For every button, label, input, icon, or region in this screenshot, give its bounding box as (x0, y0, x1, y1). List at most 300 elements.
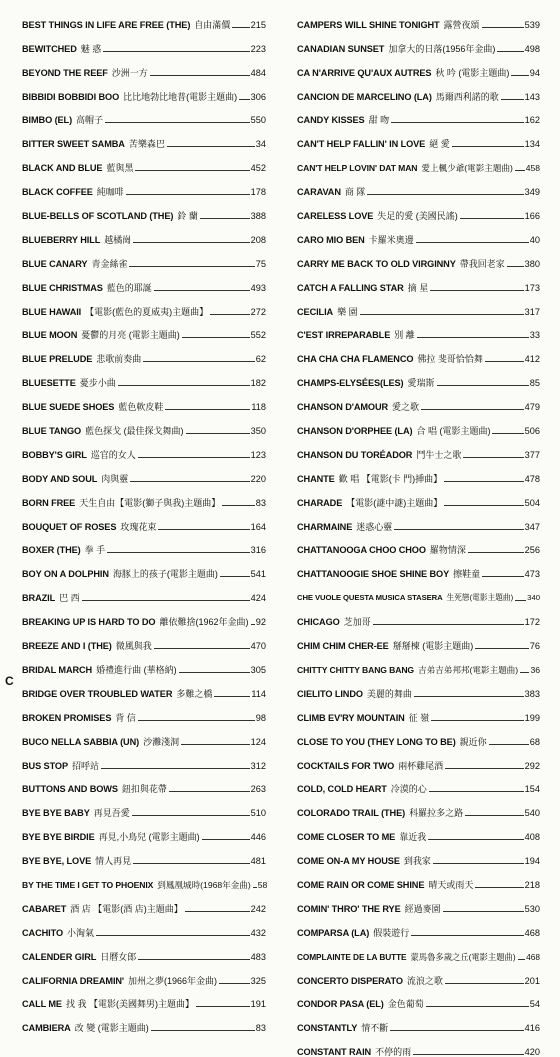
index-entry (22, 460, 266, 484)
chinese-title: 情不斷 (361, 1023, 389, 1034)
index-entry (297, 508, 540, 532)
dot-leader (232, 27, 249, 28)
chinese-title: 到鳳凰城時(1968年金曲) (157, 879, 251, 890)
index-entry (22, 627, 266, 651)
page-number: 201 (524, 975, 540, 986)
page-number: 164 (250, 521, 266, 532)
chinese-title: 鈴 蘭 (177, 211, 198, 222)
page-number: 420 (524, 1047, 540, 1057)
index-entry (297, 747, 540, 771)
page-number: 452 (250, 163, 266, 174)
chinese-title: 天生自由【電影(獅子與我)主題曲】 (79, 497, 221, 508)
index-entry (297, 866, 540, 890)
chinese-title: 沙洲一方 (111, 67, 148, 78)
dot-leader (219, 983, 250, 984)
index-column-left (22, 6, 266, 1033)
chinese-title: 擦鞋童 (453, 569, 481, 580)
song-title: CHANSON D'AMOUR (297, 402, 389, 413)
chinese-title: 憂鬱的月亮 (電影主題曲) (81, 330, 180, 341)
page-number: 208 (250, 234, 266, 245)
dot-leader (413, 1054, 524, 1055)
page-number: 92 (255, 617, 266, 628)
dot-leader (428, 839, 523, 840)
chinese-title: 征 嶺 (408, 712, 430, 723)
dot-leader (518, 959, 526, 960)
page-number: 481 (250, 856, 266, 867)
chinese-title: 離依難捨(1962年金曲) (159, 617, 249, 628)
chinese-title: 靠近我 (399, 832, 427, 843)
song-title: CARRY ME BACK TO OLD VIRGINNY (297, 258, 456, 269)
index-entry (22, 78, 266, 102)
page-number: 36 (530, 664, 540, 675)
page-number: 68 (529, 736, 540, 747)
index-entry (22, 842, 266, 866)
song-title: BLUE HAWAII (22, 306, 82, 317)
dot-leader (182, 337, 250, 338)
dot-leader (417, 337, 529, 338)
song-title: BRIDGE OVER TROUBLED WATER (22, 688, 173, 699)
index-entry (22, 771, 266, 795)
page-number: 223 (250, 43, 266, 54)
chinese-title: 【電影(藍色的夏威夷)主題曲】 (85, 306, 209, 317)
index-entry (297, 675, 540, 699)
chinese-title: 加拿大的日落(1956年金曲) (388, 43, 496, 54)
dot-leader (158, 529, 249, 530)
song-title: BYE BYE BABY (22, 808, 90, 819)
dot-leader (251, 624, 255, 625)
page-number: 123 (250, 449, 266, 460)
chinese-title: 玫瑰花束 (120, 521, 157, 532)
page-number: 256 (524, 545, 540, 556)
dot-leader (154, 290, 250, 291)
chinese-title: 生死戀(電影主題曲) (446, 593, 514, 603)
chinese-title: 沙灘淺洞 (143, 736, 180, 747)
song-title: COME ON-A MY HOUSE (297, 856, 400, 867)
song-title: CALIFORNIA DREAMIN' (22, 975, 125, 986)
chinese-title: 再見吾愛 (93, 808, 130, 819)
chinese-title: 合 唱 (電影主題曲) (416, 426, 491, 437)
song-title: CARAVAN (297, 187, 341, 198)
song-title: COLD, COLD HEART (297, 784, 387, 795)
song-title: CHAMPS-ELYSÉES(LES) (297, 378, 404, 389)
song-title: BUCO NELLA SABBIA (UN) (22, 736, 140, 747)
dot-leader (210, 314, 250, 315)
index-entry (297, 1009, 540, 1033)
chinese-title: 親近你 (459, 736, 487, 747)
song-title: CARO MIO BEN (297, 234, 365, 245)
dot-leader (445, 768, 524, 769)
song-title: BLUE TANGO (22, 426, 82, 437)
index-entry (22, 651, 266, 675)
page-number: 458 (525, 163, 540, 174)
chinese-title: 金色葡萄 (387, 999, 424, 1010)
chinese-title: 【電影(謎中謎)主題曲】 (346, 497, 443, 508)
index-entry (297, 986, 540, 1010)
song-title: COMPARSA (LA) (297, 927, 370, 938)
dot-leader (143, 361, 254, 362)
chinese-title: 不停的雨 (375, 1047, 412, 1057)
dot-leader (394, 529, 523, 530)
chinese-title: 改 變 (電影主題曲) (74, 1023, 149, 1034)
song-title: BLUE-BELLS OF SCOTLAND (THE) (22, 211, 174, 222)
dot-leader (101, 768, 250, 769)
chinese-title: 卡羅米奧邊 (368, 234, 414, 245)
song-title: CLOSE TO YOU (THEY LONG TO BE) (297, 736, 456, 747)
dot-leader (133, 863, 249, 864)
page-number: 506 (524, 426, 540, 437)
index-entry (22, 938, 266, 962)
dot-leader (421, 409, 524, 410)
page-number: 540 (524, 808, 540, 819)
index-entry (297, 197, 540, 221)
song-title: CONSTANTLY (297, 1023, 358, 1034)
song-title: CHARADE (297, 497, 343, 508)
index-entry (22, 269, 266, 293)
chinese-title: 藍與黑 (106, 163, 134, 174)
chinese-title: 蒙馬魯多歲之丘(電影主題曲) (410, 951, 516, 962)
index-entry (22, 962, 266, 986)
dot-leader (130, 481, 249, 482)
chinese-title: 愛瑞斯 (407, 378, 435, 389)
song-title: BLACK AND BLUE (22, 163, 103, 174)
chinese-title: 絕 愛 (429, 139, 450, 150)
song-title: CONSTANT RAIN (297, 1047, 372, 1057)
page-number: 306 (250, 91, 266, 102)
song-title: BYE BYE BIRDIE (22, 832, 95, 843)
dot-leader (511, 75, 528, 76)
page-number: 83 (255, 1023, 266, 1034)
chinese-title: 歡 唱 【電影(卡 門)挿曲】 (338, 473, 443, 484)
dot-leader (515, 170, 525, 171)
page-number: 40 (529, 234, 540, 245)
dot-leader (222, 505, 255, 506)
index-entry (297, 603, 540, 627)
page-number: 143 (524, 91, 540, 102)
chinese-title: 多難之橋 (176, 688, 213, 699)
song-title: BUTTONS AND BOWS (22, 784, 118, 795)
chinese-title: 純咖啡 (96, 187, 124, 198)
index-entry (22, 173, 266, 197)
page-number: 33 (529, 330, 540, 341)
index-entry (297, 436, 540, 460)
index-entry (297, 149, 540, 173)
dot-leader (430, 290, 523, 291)
index-entry (297, 245, 540, 269)
song-title: CANADIAN SUNSET (297, 43, 385, 54)
dot-leader (82, 600, 250, 601)
dot-leader (150, 75, 250, 76)
page-number: 172 (524, 617, 540, 628)
index-entry (22, 866, 266, 890)
page-number: 75 (255, 258, 266, 269)
chinese-title: 自由滿價 (194, 19, 231, 30)
song-title: BORN FREE (22, 497, 76, 508)
chinese-title: 經過麥園 (404, 903, 441, 914)
song-title: BOUQUET OF ROSES (22, 521, 117, 532)
chinese-title: 悲歌前奏曲 (96, 354, 142, 365)
dot-leader (202, 839, 250, 840)
song-title: CIELITO LINDO (297, 688, 363, 699)
chinese-title: 迷惑心靈 (356, 521, 393, 532)
chinese-title: 兩杯雞尾酒 (398, 760, 444, 771)
dot-leader (475, 648, 529, 649)
page-number: 54 (529, 999, 540, 1010)
song-title: BRAZIL (22, 593, 56, 604)
dot-leader (169, 791, 250, 792)
index-entry (297, 723, 540, 747)
chinese-title: 越橘崗 (104, 234, 132, 245)
index-entry (297, 962, 540, 986)
chinese-title: 小淘氣 (67, 927, 95, 938)
song-title: COLORADO TRAIL (THE) (297, 808, 406, 819)
page-number: 312 (250, 760, 266, 771)
chinese-title: 巡官的女人 (90, 449, 136, 460)
song-title: COME RAIN OR COME SHINE (297, 879, 425, 890)
song-title: CECILIA (297, 306, 334, 317)
chinese-title: 科羅拉多之路 (409, 808, 464, 819)
chinese-title: 找 我 【電影(美國舞男)主題曲】 (65, 999, 194, 1010)
dot-leader (129, 266, 254, 267)
song-title: BLUE MOON (22, 330, 78, 341)
dot-leader (138, 720, 255, 721)
index-entry (297, 78, 540, 102)
page-number: 173 (524, 282, 540, 293)
chinese-title: 日曆女郎 (100, 951, 137, 962)
dot-leader (138, 457, 250, 458)
song-title: BOXER (THE) (22, 545, 81, 556)
chinese-title: 海豚上的孩子(電影主題曲) (112, 569, 218, 580)
dot-leader (426, 1006, 529, 1007)
song-title: CONCERTO DISPERATO (297, 975, 403, 986)
page-number: 541 (250, 569, 266, 580)
page-number: 468 (524, 927, 540, 938)
index-entry (297, 102, 540, 126)
song-title: CATCH A FALLING STAR (297, 282, 404, 293)
dot-leader (444, 481, 523, 482)
dot-leader (165, 409, 250, 410)
index-entry (297, 699, 540, 723)
dot-leader (443, 911, 524, 912)
page-number: 552 (250, 330, 266, 341)
dot-leader (181, 744, 250, 745)
page-number: 134 (524, 139, 540, 150)
page-number: 383 (524, 688, 540, 699)
index-entry (297, 340, 540, 364)
song-title: BIBBIDI BOBBIDI BOO (22, 91, 120, 102)
index-entry (297, 842, 540, 866)
index-entry (297, 627, 540, 651)
index-entry (297, 221, 540, 245)
dot-leader (367, 194, 523, 195)
index-entry (22, 818, 266, 842)
index-entry (297, 317, 540, 341)
page-number: 182 (250, 378, 266, 389)
song-title: BLUE CHRISTMAS (22, 282, 103, 293)
page-number: 98 (255, 712, 266, 723)
chinese-title: 樂 園 (337, 306, 358, 317)
page-number: 118 (251, 402, 266, 413)
chinese-title: 吉弟吉弟邦邦(電影主題曲) (418, 664, 519, 675)
dot-leader (132, 815, 250, 816)
index-entry (297, 293, 540, 317)
page-number: 412 (524, 354, 540, 365)
page-number: 510 (250, 808, 266, 819)
dot-leader (433, 863, 524, 864)
dot-leader (411, 935, 523, 936)
chinese-title: 晴天或雨天 (428, 879, 474, 890)
dot-leader (105, 122, 250, 123)
dot-leader (126, 194, 250, 195)
song-title: BUS STOP (22, 760, 68, 771)
index-entry (22, 125, 266, 149)
dot-leader (468, 552, 524, 553)
index-entry (297, 30, 540, 54)
index-entry (22, 747, 266, 771)
index-entry (22, 102, 266, 126)
dot-leader (482, 27, 524, 28)
dot-leader (138, 959, 249, 960)
page-number: 340 (527, 593, 540, 603)
song-title: COCKTAILS FOR TWO (297, 760, 395, 771)
chinese-title: 魅 惑 (80, 43, 102, 54)
dot-leader (179, 672, 250, 673)
chinese-title: 藍色軟皮鞋 (118, 402, 164, 413)
song-title: CLIMB EV'RY MOUNTAIN (297, 712, 405, 723)
page-number: 218 (524, 879, 540, 890)
page-number: 478 (524, 473, 540, 484)
dot-leader (475, 887, 523, 888)
chinese-title: 露營夜頌 (443, 19, 480, 30)
chinese-title: 佛拉 斐哥恰恰舞 (417, 354, 483, 365)
chinese-title: 鈕扣與花帶 (121, 784, 167, 795)
dot-leader (414, 696, 524, 697)
page-number: 483 (250, 951, 266, 962)
page-number: 493 (250, 282, 266, 293)
dot-leader (445, 983, 524, 984)
dot-leader (186, 433, 250, 434)
page-number: 162 (524, 115, 540, 126)
page-number: 76 (529, 641, 540, 652)
dot-leader (497, 51, 523, 52)
dot-leader (489, 744, 529, 745)
chinese-title: 帶我回老家 (459, 258, 505, 269)
page-number: 325 (250, 975, 266, 986)
page-number: 34 (255, 139, 266, 150)
dot-leader (485, 361, 524, 362)
index-entry (22, 555, 266, 579)
chinese-title: 羅物情深 (429, 545, 466, 556)
song-title: COME CLOSER TO ME (297, 832, 396, 843)
index-entry (22, 197, 266, 221)
song-title: COMIN' THRO' THE RYE (297, 903, 401, 914)
chinese-title: 青金絲雀 (91, 258, 128, 269)
chinese-title: 愛上楓少爺(電影主題曲) (421, 163, 513, 174)
page-number: 473 (524, 569, 540, 580)
page-number: 166 (524, 211, 540, 222)
chinese-title: 鬥牛士之歌 (416, 449, 462, 460)
song-title: CAN'T HELP FALLIN' IN LOVE (297, 139, 426, 150)
song-title: BREAKING UP IS HARD TO DO (22, 617, 156, 628)
song-title: CAMPERS WILL SHINE TONIGHT (297, 19, 440, 30)
page-number: 446 (250, 832, 266, 843)
dot-leader (151, 1030, 255, 1031)
dot-leader (492, 433, 523, 434)
song-title: COMPLAINTE DE LA BUTTE (297, 951, 407, 962)
dot-leader (135, 170, 249, 171)
dot-leader (133, 242, 249, 243)
page-number: 539 (524, 19, 540, 30)
song-title: BEYOND THE REEF (22, 67, 108, 78)
index-entry (22, 221, 266, 245)
song-title: BLUESETTE (22, 378, 76, 389)
page-number: 484 (250, 67, 266, 78)
song-title: BLUE SUEDE SHOES (22, 402, 115, 413)
chinese-title: 巴 西 (59, 593, 80, 604)
chinese-title: 招呼站 (72, 760, 100, 771)
page-number: 377 (524, 449, 540, 460)
page-number: 85 (529, 378, 540, 389)
dot-leader (214, 696, 250, 697)
page-number: 194 (524, 856, 540, 867)
dot-leader (482, 576, 524, 577)
index-entry (22, 699, 266, 723)
dot-leader (196, 1006, 250, 1007)
song-title: CHITTY CHITTY BANG BANG (297, 664, 415, 675)
page-number: 380 (524, 258, 540, 269)
chinese-title: 芝加哥 (343, 617, 371, 628)
song-title: BOY ON A DOLPHIN (22, 569, 109, 580)
song-title: BY THE TIME I GET TO PHOENIX (22, 879, 154, 890)
index-entry (297, 938, 540, 962)
index-entry (22, 579, 266, 603)
dot-leader (390, 1030, 523, 1031)
song-title: CHICAGO (297, 617, 340, 628)
page-number: 292 (524, 760, 540, 771)
dot-leader (96, 935, 250, 936)
chinese-title: 失足的愛 (美國民謠) (377, 211, 458, 222)
chinese-title: 苦樂森巴 (128, 139, 165, 150)
chinese-title: 摘 星 (407, 282, 429, 293)
dot-leader (373, 624, 524, 625)
index-entry (22, 532, 266, 556)
page-number: 350 (250, 426, 266, 437)
song-title: BOBBY'S GIRL (22, 449, 87, 460)
page-number: 432 (250, 927, 266, 938)
page-number: 215 (250, 19, 266, 30)
song-title: C'EST IRREPARABLE (297, 330, 391, 341)
page-number: 424 (250, 593, 266, 604)
index-entry (297, 579, 540, 603)
song-title: CAN'T HELP LOVIN' DAT MAN (297, 163, 418, 174)
page-number: 316 (250, 545, 266, 556)
song-title: CANDY KISSES (297, 115, 365, 126)
index-entry (297, 532, 540, 556)
song-title: CHATTANOOGA CHOO CHOO (297, 545, 426, 556)
index-entry (22, 436, 266, 460)
page-number: 408 (524, 832, 540, 843)
song-title: BITTER SWEET SAMBA (22, 139, 125, 150)
song-title: CHATTANOOGIE SHOE SHINE BOY (297, 569, 450, 580)
dot-leader (515, 600, 526, 601)
index-entry (22, 317, 266, 341)
page-number: 317 (524, 306, 540, 317)
page-number: 242 (250, 903, 266, 914)
song-title: CALL ME (22, 999, 62, 1010)
index-entry (297, 771, 540, 795)
song-title: CHE VUOLE QUESTA MUSICA STASERA (297, 593, 443, 603)
index-entry (297, 484, 540, 508)
index-entry (22, 293, 266, 317)
